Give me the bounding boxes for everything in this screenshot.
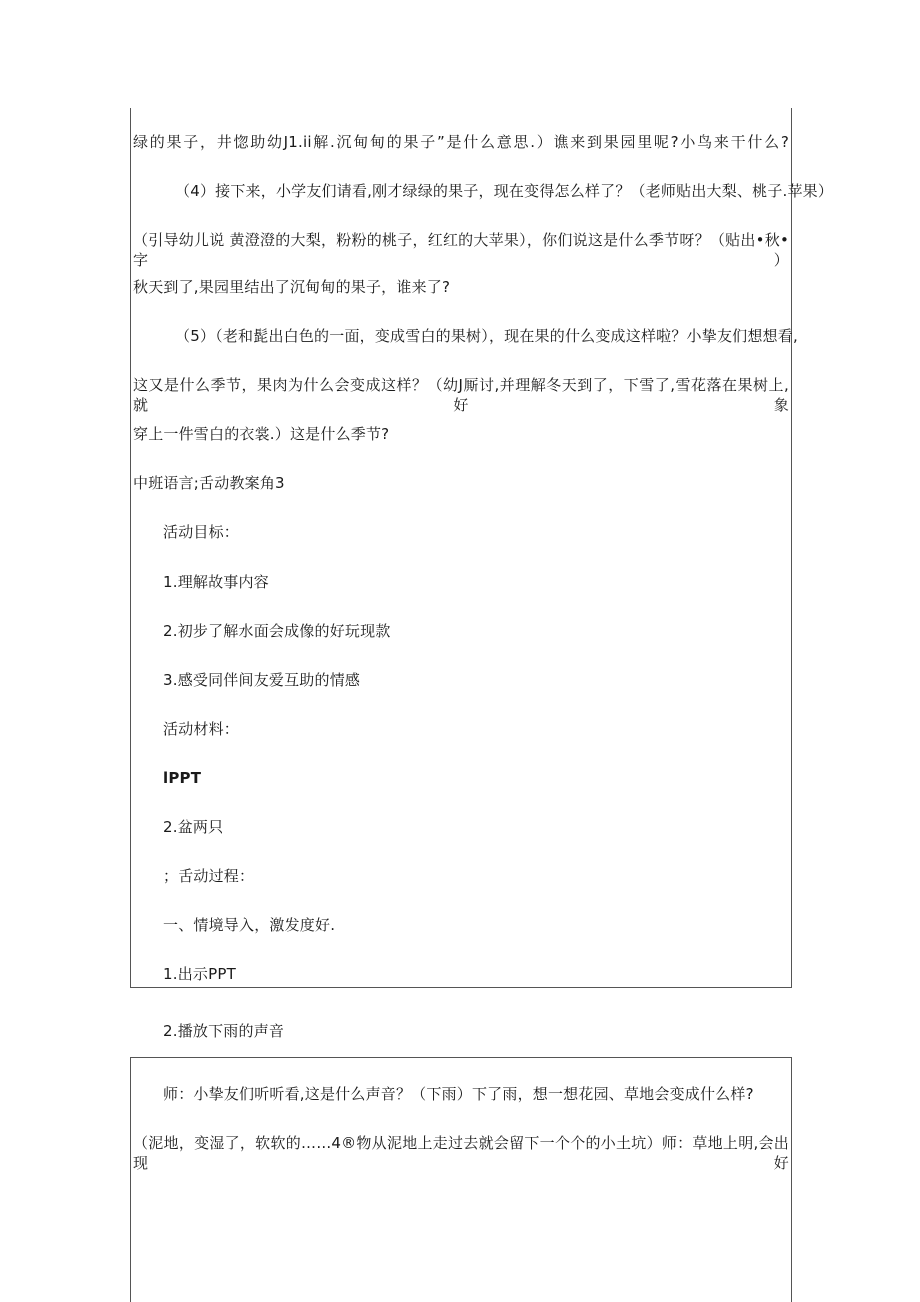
text-line: （泥地，变湿了，软软的……4®物从泥地上走过去就会留下一个个的小土坑）师：草地上明,会出现好 [133, 1134, 789, 1172]
process-step: 1.出示PPT [163, 965, 236, 983]
material-item: 2.盆两只 [163, 818, 224, 836]
text-line: 这又是什么季节，果肉为什么会变成这样？（幼J厮讨,并理解冬天到了，下雪了,雪花落在果树上,就好象 [133, 376, 789, 414]
text-line: 师：小挚友们听听看,这是什么声音？（下雨）下了雨，想一想花园、草地会变成什么样? [163, 1085, 754, 1103]
heading-activity-process: ；舌动过程： [163, 867, 255, 885]
heading-activity-goals: 活动目标： [163, 523, 240, 541]
text-line: 秋天到了,果园里结出了沉甸甸的果子，谁来了? [133, 278, 451, 296]
process-step: 2.播放下雨的声音 [163, 1022, 285, 1040]
paragraph-5: （5）（老和髭出白色的一面，变成雪白的果树），现在果的什么变成这样啦？小挚友们想想看, [175, 327, 798, 345]
text-line: 穿上一件雪白的衣裳.）这是什么季节? [133, 425, 390, 443]
material-item: lPPT [163, 769, 202, 787]
text-line: 绿的果子，井惚助幼J1.ii解.沉甸甸的果子”是什么意思.）谯来到果园里呢?小鸟来干什么? [133, 133, 789, 151]
goal-item: 3.感受同伴间友爱互助的情感 [163, 671, 361, 689]
text-line: （引导幼儿说 黄澄澄的大梨，粉粉的桃子，红红的大苹果），你们说这是什么季节呀？（贴出•秋•字） [133, 231, 789, 269]
paragraph-4: （4）接下来，小学友们请看,刚才绿绿的果子，现在变得怎么样了？（老师贴出大梨、桃子.苹果） [175, 182, 834, 200]
heading-activity-materials: 活动材料： [163, 720, 240, 738]
goal-item: 2.初步了解水面会成像的好玩现款 [163, 622, 391, 640]
process-step: 一、情境导入，激发度好. [163, 916, 336, 934]
goal-item: 1.理解故事内容 [163, 573, 269, 591]
section-title: 中班语言;舌动教案角3 [133, 474, 285, 492]
